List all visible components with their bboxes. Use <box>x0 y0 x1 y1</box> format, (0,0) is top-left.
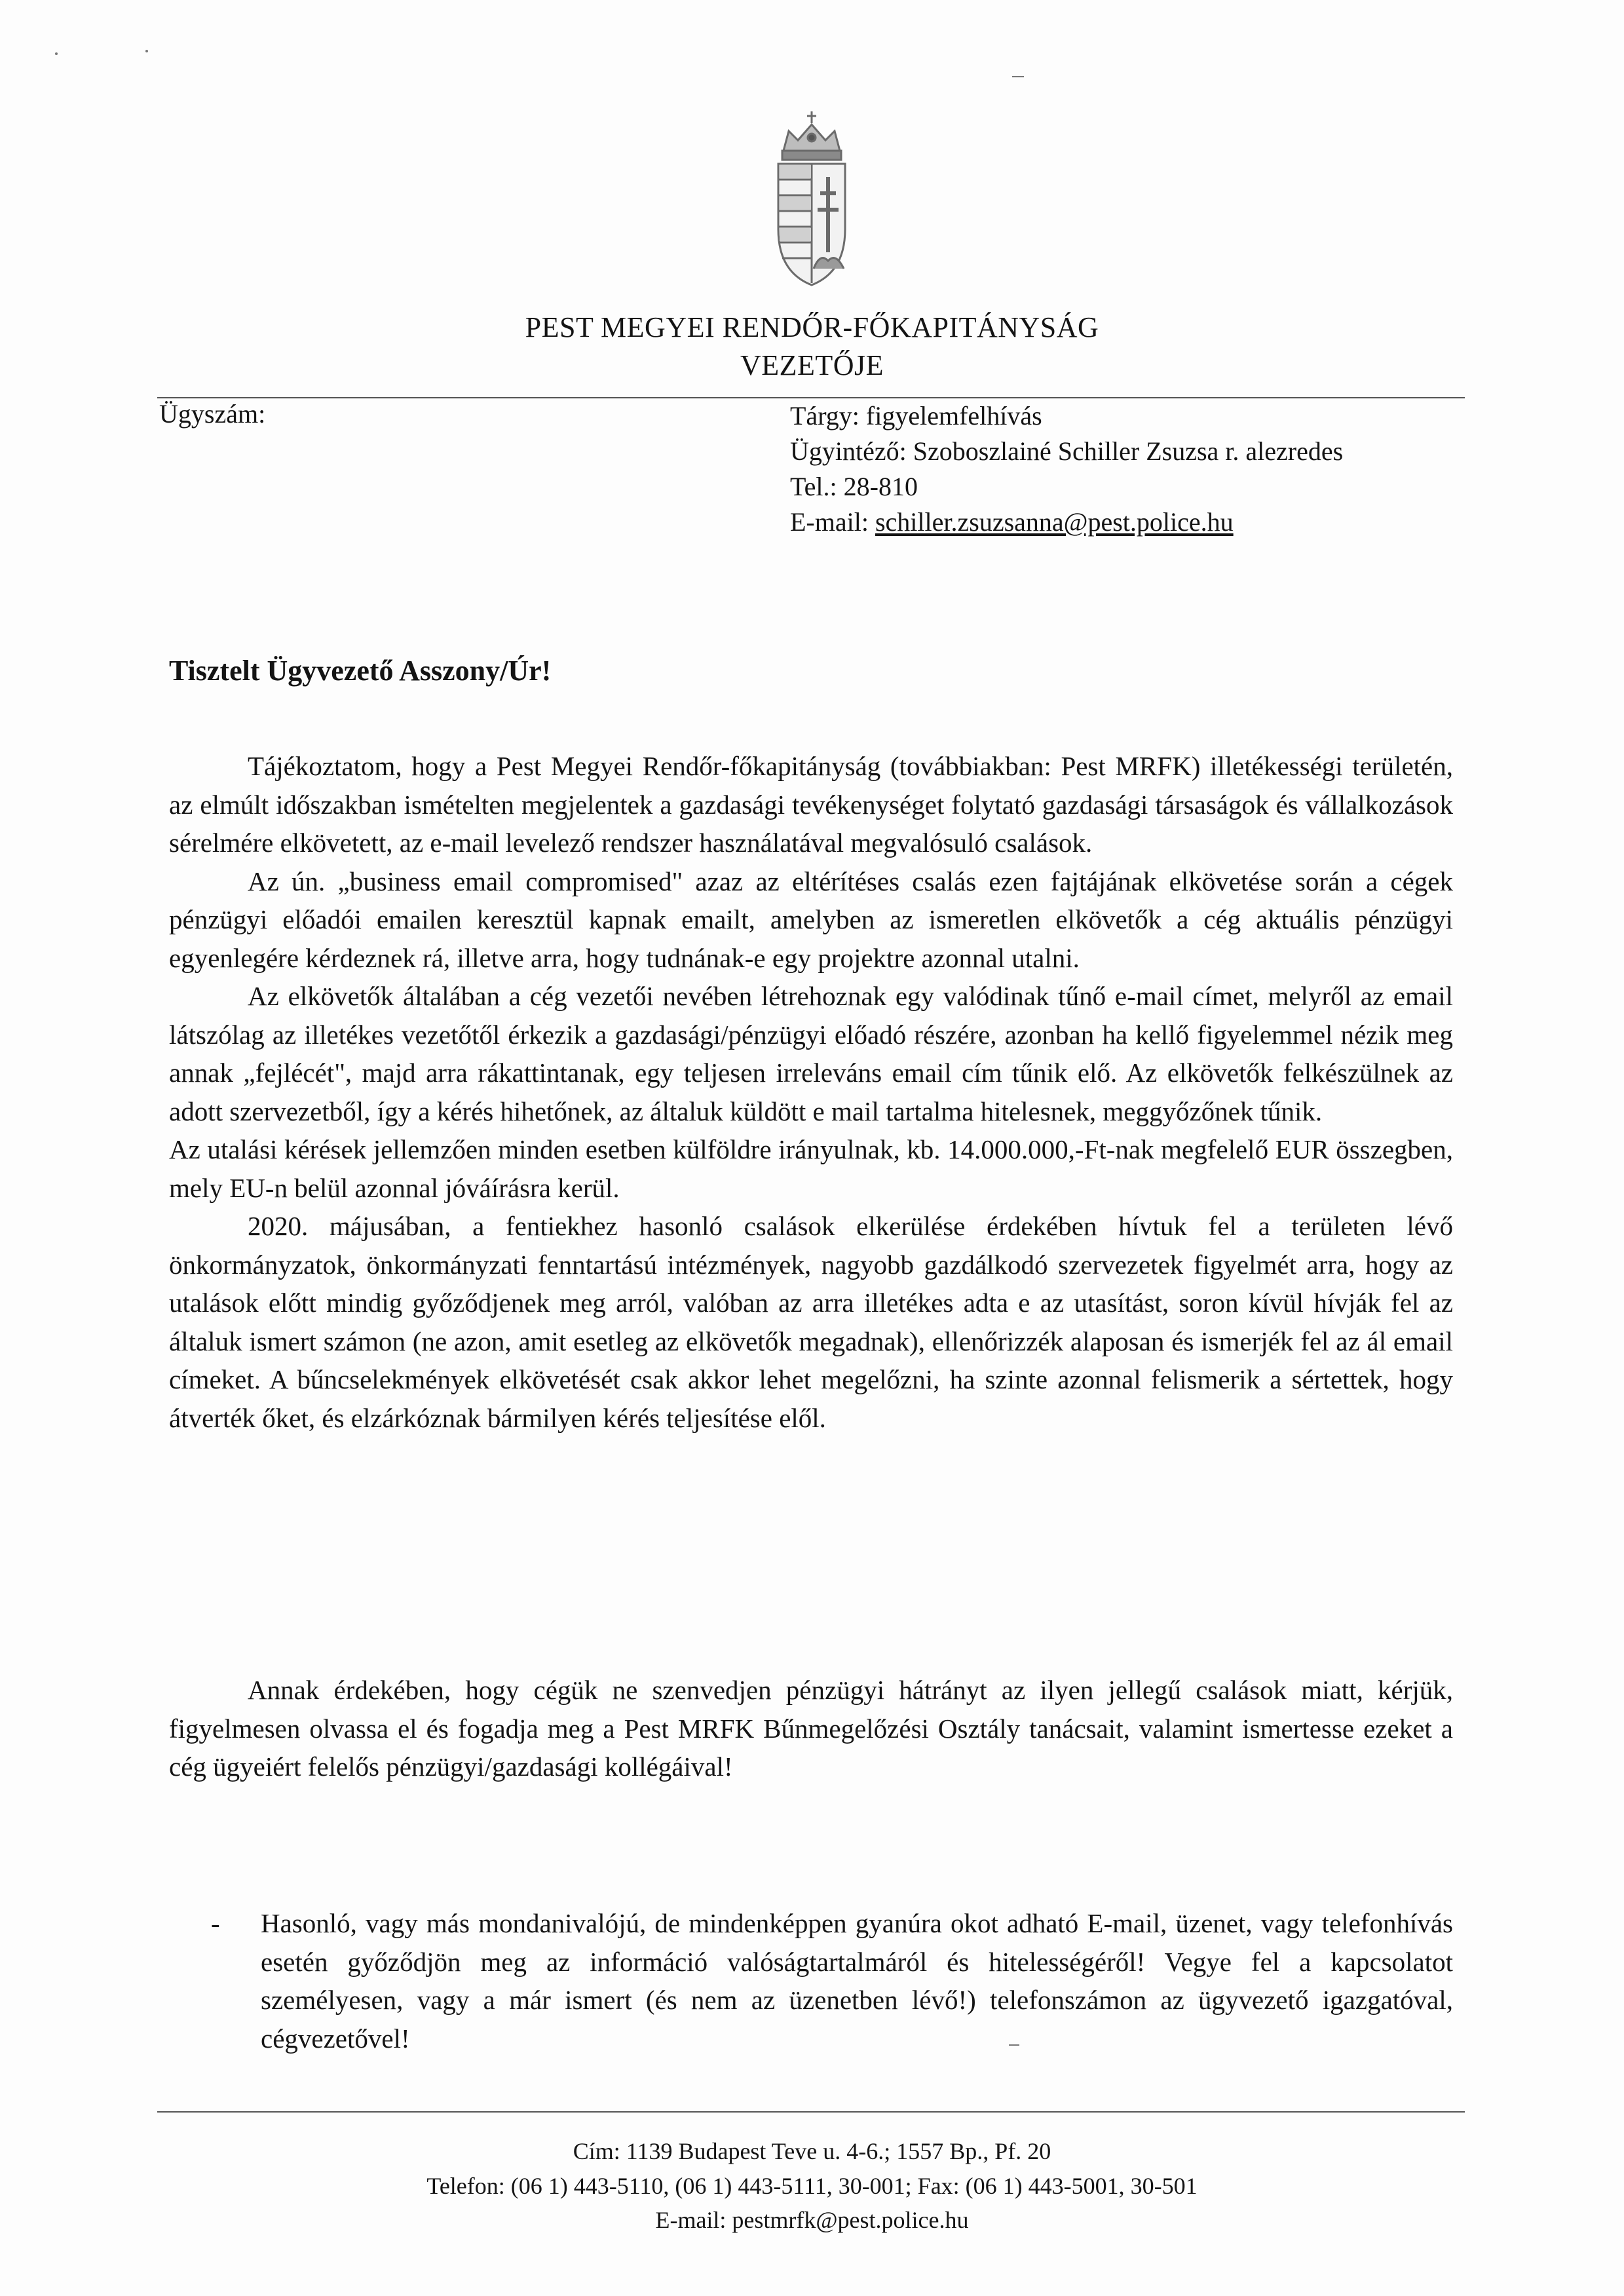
paragraph-intro: Tájékoztatom, hogy a Pest Megyei Rendőr-főkapitányság (továbbiakban: Pest MRFK) illetékességi területén, az elmúlt időszakban ismételten megjelentek a gazdasági tevékenységet folytató gazdasági társaságok és vállalkozások sérelmére elkövetett, az e-mail levelező rendszer használatával megvalósuló csalások. <box>169 751 1453 858</box>
bullet-marker: - <box>211 1908 220 1938</box>
email-link[interactable]: schiller.zsuzsanna@pest.police.hu <box>875 507 1234 537</box>
subject-line: Tárgy: figyelemfelhívás <box>790 401 1042 430</box>
email-label: E-mail: <box>790 507 875 537</box>
paragraph-transfer-amounts: Az utalási kérések jellemzően minden esetben külföldre irányulnak, kb. 14.000.000,-Ft-nak megfelelő EUR összegben, mely EU-n belül azonnal jóváírásra kerül. <box>169 1134 1453 1203</box>
footer-email: E-mail: pestmrfk@pest.police.hu <box>655 2207 969 2233</box>
scan-speck <box>55 52 58 55</box>
footer-address: Cím: 1139 Budapest Teve u. 4-6.; 1557 Bp., Pf. 20 <box>573 2138 1051 2164</box>
letter-body <box>169 747 1453 1437</box>
advice-text: Hasonló, vagy más mondanivalójú, de mindenképpen gyanúra okot adható E-mail, üzenet, vagy telefonhívás esetén győződjön meg az információ valóságtartalmáról és hitelességéről! Vegye fel a kapcsolatot személyesen, vagy a már ismert (és nem az üzenetben lévő!) telefonszámon az ügyvezető igazgatóval, cégvezetővel! <box>261 1908 1453 2054</box>
organization-subtitle: VEZETŐJE <box>740 349 884 381</box>
scan-speck <box>1012 76 1024 77</box>
case-number-label: Ügyszám: <box>159 399 266 429</box>
scan-speck <box>145 50 148 52</box>
letter-body-request <box>169 1671 1453 1786</box>
officer-line: Ügyintéző: Szoboszlainé Schiller Zsuzsa r. alezredes <box>790 436 1344 466</box>
email-line <box>790 505 1343 540</box>
phone-line: Tel.: 28-810 <box>790 472 918 501</box>
footer-divider <box>157 2111 1465 2113</box>
salutation: Tisztelt Ügyvezető Asszony/Úr! <box>169 655 552 687</box>
paragraph-fake-address: Az elkövetők általában a cég vezetői nevében létrehoznak egy valódinak tűnő e-mail címet, melyről az email látszólag az illetékes vezetőtől érkezik a gazdasági/pénzügyi előadó részére, azonban ha kellő figyelemmel nézik meg annak „fejlécét", majd arra rákattintanak, egy teljesen irreleváns email cím tűnik elő. Az elkövetők felkészülnek az adott szervezetből, így a kérés hihetőnek, az általuk küldött e mail tartalma hitelesnek, meggyőzőnek tűnik. <box>169 981 1453 1126</box>
hungarian-coat-of-arms-icon <box>772 111 852 288</box>
advice-list-item <box>169 1904 1453 2057</box>
footer-phone: Telefon: (06 1) 443-5110, (06 1) 443-5111, 30-001; Fax: (06 1) 443-5001, 30-501 <box>426 2173 1198 2199</box>
paragraph-request: Annak érdekében, hogy cégük ne szenvedjen pénzügyi hátrányt az ilyen jellegű csalások miatt, kérjük, figyelmesen olvassa el és fogadja meg a Pest MRFK Bűnmegelőzési Osztály tanácsait, valamint ismertesse ezeket a cég ügyeiért felelős pénzügyi/gazdasági kollégáival! <box>169 1675 1453 1782</box>
letter-metadata <box>790 398 1343 540</box>
paragraph-bec-description: Az ún. „business email compromised" azaz az eltérítéses csalás ezen fajtájának elkövetése során a cégek pénzügyi előadói emailen keresztül kapnak emailt, amelyben az ismeretlen elkövetők a cég aktuális pénzügyi egyenlegére kérdeznek rá, illetve arra, hogy tudnának-e egy projektre azonnal utalni. <box>169 866 1453 973</box>
scan-speck <box>1009 2044 1019 2046</box>
paragraph-prior-warning: 2020. májusában, a fentiekhez hasonló csalások elkerülése érdekében hívtuk fel a területen lévő önkormányzatok, önkormányzati fenntartású intézmények, nagyobb gazdálkodó szervezetek figyelmét arra, hogy az utalások előtt mindig győződjenek meg arról, valóban az arra illetékes adta e az utasítást, soron kívül hívják fel az általuk ismert számon (ne azon, amit esetleg az elkövetők megadnak), ellenőrizzék alaposan és ismerjék fel az ál email címeket. A bűncselekmények elkövetését csak akkor lehet megelőzni, ha szinte azonnal felismerik a sértettek, hogy átverték őket, és elzárkóznak bármilyen kérés teljesítése elől. <box>169 1211 1453 1433</box>
organization-name: PEST MEGYEI RENDŐR-FŐKAPITÁNYSÁG <box>525 311 1099 343</box>
